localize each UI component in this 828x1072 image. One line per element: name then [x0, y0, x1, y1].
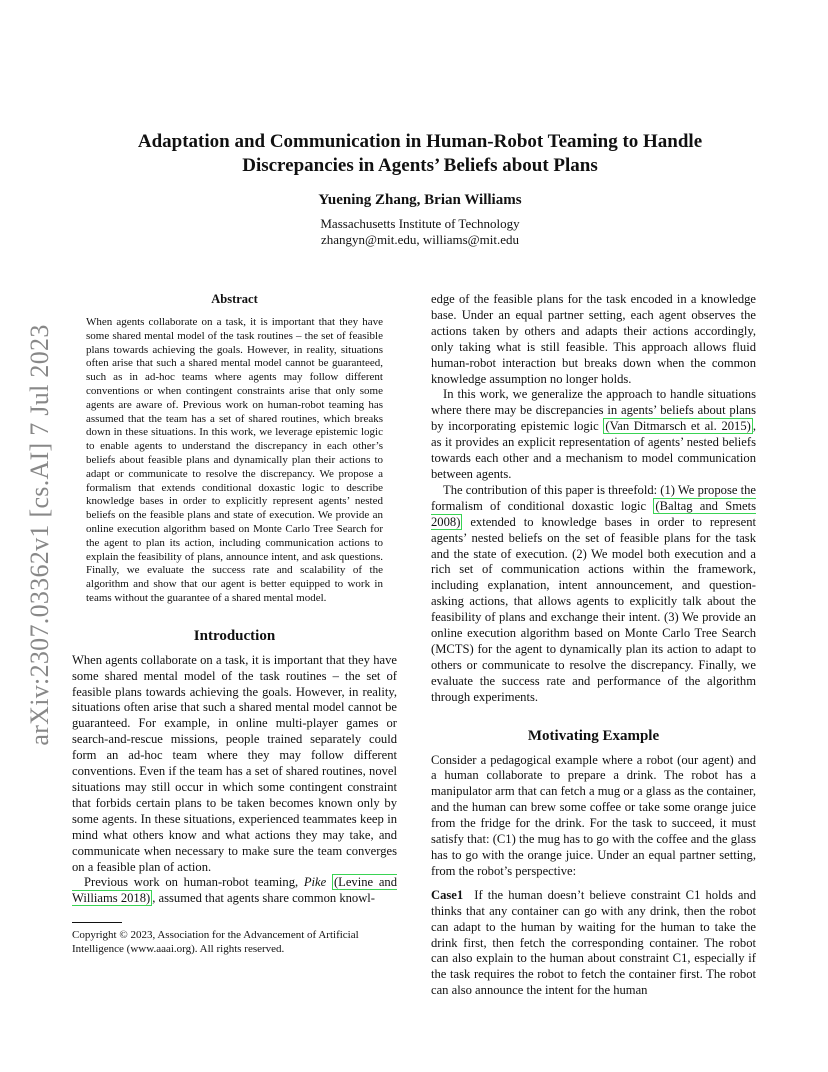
footnote-rule [72, 922, 122, 923]
citation-van-ditmarsch-2015[interactable]: (Van Ditmarsch et al. 2015) [605, 419, 751, 434]
citation-baltag-smets-2008[interactable]: (Baltag and Smets 2008) [431, 498, 756, 529]
introduction-paragraph-2 [72, 875, 397, 907]
abstract-text: When agents collaborate on a task, it is important that they have some shared mental model of the task routines – the set of feasible plans towards achieving the goals. However, in reality, situations often arise that such a shared mental model cannot be guaranteed, such as in ad-hoc teams where agents may follow different conventions or when contingent constraints arise that only some agents are aware of. Previous work on human-robot teaming has assumed that the team has a set of shared routines, which breaks down in these situations. In this work, we leverage epistemic logic to enable agents to understand the discrepancy in each other’s beliefs about feasible plans and dynamically plan their actions to adapt or communicate to resolve the discrepancy. We propose a formalism that extends conditional doxastic logic to describe knowledge bases in order to explicitly represent agents’ nested beliefs on the feasible plans and state of execution. We provide an online execution algorithm based on Monte Carlo Tree Search for the agent to plan its action, including communication actions to explain the feasibility of plans, announce intent, and ask questions. Finally, we evaluate the success rate and scalability of the algorithm and show that our agent is better equipped to work in teams without the guarantee of a shared mental model. [86, 316, 383, 604]
arxiv-identifier-text: arXiv:2307.03362v1 [cs.AI] 7 Jul 2023 [25, 324, 54, 746]
abstract-heading: Abstract [211, 292, 258, 306]
copyright-text: Copyright © 2023, Association for the Advancement of Artificial Intelligence (www.aaai.org). All rights reserved. [72, 929, 359, 955]
affiliation: Massachusetts Institute of Technology [320, 216, 520, 231]
left-column [72, 292, 397, 907]
authors: Yuening Zhang, Brian Williams [318, 192, 522, 208]
contribution-paragraph [431, 483, 756, 706]
motivating-example-heading: Motivating Example [527, 727, 660, 744]
contribution-start: The contribution of this paper is threefold: (1) We propose the formalism of conditional doxastic logic [431, 482, 756, 513]
paper-title-line-2: Discrepancies in Agents’ Beliefs about Plans [242, 155, 598, 176]
citation-levine-williams-2018[interactable]: (Levine and Williams 2018) [72, 875, 397, 906]
paper-title-line-1: Adaptation and Communication in Human-Robot Teaming to Handle [137, 131, 703, 152]
generalize-end: , as it provides an explicit representation of agents’ nested beliefs towards each other and a mechanism to model communication between agents. [431, 419, 756, 481]
author-emails: zhangyn@mit.edu, williams@mit.edu [321, 232, 519, 247]
paper-title [80, 130, 760, 178]
affiliation-block [80, 216, 760, 248]
case1-label: Case1 [431, 887, 464, 902]
introduction-paragraph-1: When agents collaborate on a task, it is important that they have some shared mental model of the task routines – the set of feasible plans towards achieving the goals. However, in reality, situations often arise that such a shared mental model cannot be guaranteed. For example, in online multi-player games or search-and-rescue missions, people trained separately could form an ad-hoc team where they may follow different conventions. Even if the team has a set of shared routines, novel situations may still occur in which some contingent constraint that forbids certain plans to be taken becomes known only by some agents. In these situations, experienced teammates keep in mind what others know and what actions they may take, and communicate when necessary to make sure the team converges on a feasible plan of action. [72, 652, 397, 874]
generalize-start: In this work, we generalize the approach to handle situations where there may be discrepancies in agents’ beliefs about plans by incorporating epistemic logic [431, 387, 756, 434]
intro-p2-start: Previous work on human-robot teaming, [84, 875, 299, 890]
case1-paragraph [431, 888, 756, 999]
arxiv-identifier [24, 310, 56, 760]
contribution-end: extended to knowledge bases in order to represent agents’ nested beliefs on the set of feasible plans for the task and the state of execution. (2) We model both execution and a rich set of communication actions within the framework, including explanation, intent announcement, and question-asking actions, that allows agents to explicitly talk about the feasibility of plans and exchange their intent. (3) We provide an online execution algorithm based on Monte Carlo Tree Search (MCTS) for the agent to dynamically plan its action to adapt to others or communicate to resolve the discrepancy. Finally, we evaluate the success rate and performance of the algorithm through experiments. [431, 514, 756, 704]
generalize-paragraph [431, 387, 756, 482]
right-column [431, 292, 756, 999]
pike-name: Pike [303, 875, 327, 890]
intro-continued-paragraph: edge of the feasible plans for the task encoded in a knowledge base. Under an equal partner setting, each agent observes the actions taken by others and adapts their actions accordingly, only taking what is still feasible. This approach allows fluid human-robot interaction but breaks down when the common knowledge assumption no longer holds. [431, 292, 756, 386]
motivating-example-paragraph: Consider a pedagogical example where a robot (our agent) and a human collaborate to prepare a drink. The robot has a manipulator arm that can fetch a mug or a glass as the container, and the human can brew some coffee or take some orange juice from the fridge for the drink. For the task to succeed, it must satisfy that: (C1) the mug has to go with the coffee and the glass has to go with the orange juice. Under an equal partner setting, from the robot’s perspective: [431, 752, 756, 878]
case1-text: If the human doesn’t believe constraint C1 holds and thinks that any container can go with any drink, then the robot can adapt to the human by waiting for the human to take the drink first, then fetch the corresponding container. The robot can also explain to the human about constraint C1, especially if the task requires the robot to fetch the container first. The robot can also announce the intent for the human [431, 887, 757, 998]
intro-p2-end: , assumed that agents share common knowl- [152, 891, 375, 906]
introduction-heading: Introduction [193, 627, 276, 644]
copyright-notice [72, 922, 397, 956]
